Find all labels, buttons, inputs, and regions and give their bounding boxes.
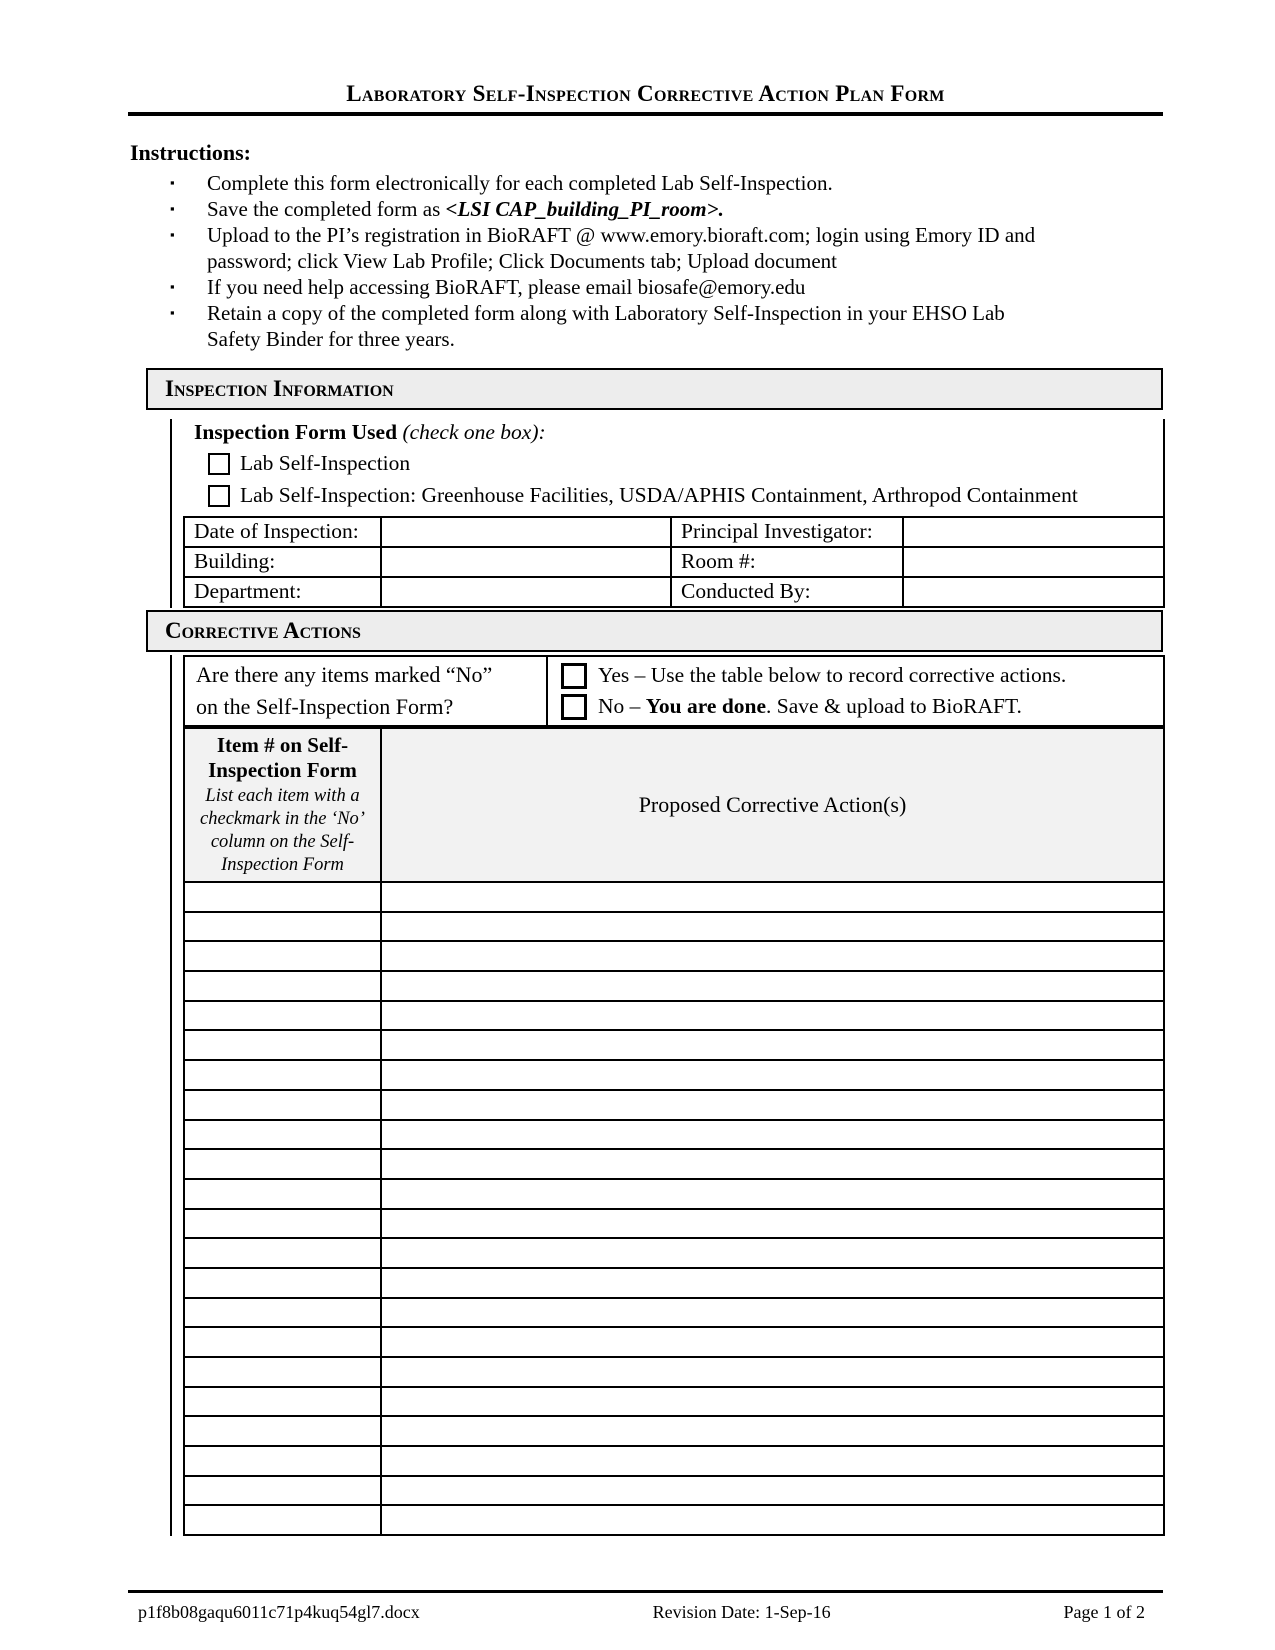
field-value-department[interactable]	[381, 577, 671, 607]
field-label-pi: Principal Investigator:	[671, 517, 903, 547]
corrective-empty-row	[184, 1120, 1164, 1150]
proposed-action-cell[interactable]	[381, 971, 1164, 1001]
corrective-empty-row	[184, 1357, 1164, 1387]
proposed-action-cell[interactable]	[381, 1149, 1164, 1179]
instruction-text: Complete this form electronically for each completed Lab Self-Inspection.	[207, 171, 833, 195]
footer-filename: p1f8b08gaqu6011c71p4kuq54gl7.docx	[138, 1602, 420, 1622]
corrective-actions-body	[170, 655, 1165, 1536]
form-used-note: (check one box):	[402, 420, 546, 444]
item-number-cell[interactable]	[184, 1238, 381, 1268]
proposed-action-cell[interactable]	[381, 1505, 1164, 1535]
proposed-action-cell[interactable]	[381, 1268, 1164, 1298]
instructions-section	[130, 140, 1275, 352]
form-used-label: Inspection Form Used	[194, 420, 398, 444]
instruction-text: If you need help accessing BioRAFT, please email biosafe@emory.edu	[207, 275, 806, 299]
option-no-suffix: . Save & upload to BioRAFT.	[766, 694, 1022, 718]
option-no-label	[598, 694, 1022, 719]
inspection-fields-table	[183, 516, 1165, 608]
corrective-empty-row	[184, 1268, 1164, 1298]
section-bar-inspection-information: Inspection Information	[146, 368, 1163, 410]
yes-no-options-cell	[547, 656, 1164, 726]
proposed-action-cell[interactable]	[381, 1209, 1164, 1239]
field-value-conducted-by[interactable]	[903, 577, 1164, 607]
proposed-action-cell[interactable]	[381, 1416, 1164, 1446]
checkbox-greenhouse-containment[interactable]	[208, 485, 230, 507]
item-number-cell[interactable]	[184, 1268, 381, 1298]
proposed-action-cell[interactable]	[381, 1298, 1164, 1328]
proposed-action-cell[interactable]	[381, 1060, 1164, 1090]
option-no-prefix: No –	[598, 694, 646, 718]
corrective-empty-row	[184, 912, 1164, 942]
proposed-action-cell[interactable]	[381, 1030, 1164, 1060]
proposed-action-cell[interactable]	[381, 882, 1164, 912]
corrective-empty-row	[184, 1238, 1164, 1268]
square-bullet-icon: ▪	[170, 175, 175, 190]
proposed-action-cell[interactable]	[381, 1476, 1164, 1506]
option-yes	[561, 660, 1163, 691]
proposed-action-cell[interactable]	[381, 1090, 1164, 1120]
option-no	[561, 691, 1163, 722]
square-bullet-icon: ▪	[170, 227, 175, 242]
table-row	[184, 656, 1164, 726]
corrective-table-body	[184, 882, 1164, 1535]
table-row	[184, 517, 1164, 547]
footer	[0, 1590, 1275, 1623]
option-greenhouse-containment	[208, 482, 1163, 509]
proposed-action-cell[interactable]	[381, 912, 1164, 942]
item-number-column-header	[184, 728, 381, 882]
instruction-text	[207, 196, 724, 222]
corrective-empty-row	[184, 1416, 1164, 1446]
item-number-cell[interactable]	[184, 1179, 381, 1209]
instruction-text: Upload to the PI’s registration in BioRAFT @ www.emory.bioraft.com; login using Emory ID and password; click View Lab Profile; Click Documents tab; Upload document	[207, 223, 1036, 273]
item-number-cell[interactable]	[184, 1446, 381, 1476]
item-number-cell[interactable]	[184, 1327, 381, 1357]
corrective-empty-row	[184, 1446, 1164, 1476]
corrective-empty-row	[184, 971, 1164, 1001]
question-line-1: Are there any items marked “No”	[196, 662, 493, 687]
square-bullet-icon: ▪	[170, 201, 175, 216]
corrective-empty-row	[184, 1327, 1164, 1357]
title-block	[128, 0, 1163, 107]
item-number-cell[interactable]	[184, 1357, 381, 1387]
item-number-cell[interactable]	[184, 1030, 381, 1060]
item-number-cell[interactable]	[184, 1476, 381, 1506]
checkbox-label: Lab Self-Inspection	[240, 451, 411, 475]
footer-text-row	[138, 1601, 1145, 1623]
item-number-column-note: List each item with a checkmark in the ‘No’ column on the Self-Inspection Form	[200, 786, 365, 875]
item-number-cell[interactable]	[184, 1505, 381, 1535]
item-number-cell[interactable]	[184, 1060, 381, 1090]
table-header-row	[184, 728, 1164, 882]
instruction-text: Retain a copy of the completed form along with Laboratory Self-Inspection in your EHSO Lab Safety Binder for three years.	[207, 301, 1005, 351]
footer-revision-date: Revision Date: 1-Sep-16	[652, 1602, 831, 1622]
field-label-date: Date of Inspection:	[184, 517, 381, 547]
proposed-action-cell[interactable]	[381, 1327, 1164, 1357]
corrective-empty-row	[184, 1179, 1164, 1209]
field-label-building: Building:	[184, 547, 381, 577]
corrective-question-table	[183, 655, 1165, 727]
instructions-heading: Instructions:	[130, 140, 252, 165]
item-number-cell[interactable]	[184, 1001, 381, 1031]
field-value-building[interactable]	[381, 547, 671, 577]
instructions-list	[130, 170, 1275, 352]
item-number-cell[interactable]	[184, 1298, 381, 1328]
checkbox-no[interactable]	[561, 694, 587, 720]
list-item	[130, 222, 1055, 274]
item-number-cell[interactable]	[184, 882, 381, 912]
list-item	[130, 300, 1055, 352]
square-bullet-icon: ▪	[170, 279, 175, 294]
item-number-cell[interactable]	[184, 1416, 381, 1446]
item-number-cell[interactable]	[184, 971, 381, 1001]
square-bullet-icon: ▪	[170, 305, 175, 320]
proposed-action-cell[interactable]	[381, 1120, 1164, 1150]
checkbox-yes[interactable]	[561, 663, 587, 689]
table-row	[184, 577, 1164, 607]
corrective-empty-row	[184, 882, 1164, 912]
proposed-action-cell[interactable]	[381, 1001, 1164, 1031]
footer-rule	[128, 1590, 1163, 1593]
page-title: Laboratory Self-Inspection Corrective Action Plan Form	[346, 81, 945, 106]
option-yes-label: Yes – Use the table below to record corrective actions.	[598, 663, 1067, 687]
option-no-bold: You are done	[645, 694, 767, 718]
corrective-empty-row	[184, 1060, 1164, 1090]
instruction-text-normal: Save the completed form as	[207, 197, 446, 221]
field-label-department: Department:	[184, 577, 381, 607]
corrective-empty-row	[184, 1209, 1164, 1239]
corrective-empty-row	[184, 1298, 1164, 1328]
item-number-column-title: Item # on Self-Inspection Form	[208, 733, 357, 782]
item-number-cell[interactable]	[184, 1209, 381, 1239]
proposed-action-column-header: Proposed Corrective Action(s)	[381, 728, 1164, 882]
question-line-2: on the Self-Inspection Form?	[196, 694, 454, 719]
proposed-action-cell[interactable]	[381, 1179, 1164, 1209]
corrective-empty-row	[184, 1476, 1164, 1506]
item-number-cell[interactable]	[184, 1090, 381, 1120]
field-value-room[interactable]	[903, 547, 1164, 577]
corrective-empty-row	[184, 1001, 1164, 1031]
item-number-cell[interactable]	[184, 1149, 381, 1179]
corrective-empty-row	[184, 1387, 1164, 1417]
proposed-action-cell[interactable]	[381, 1357, 1164, 1387]
list-item	[130, 170, 1055, 196]
footer-page-number: Page 1 of 2	[1063, 1602, 1145, 1622]
field-value-pi[interactable]	[903, 517, 1164, 547]
proposed-action-cell[interactable]	[381, 1387, 1164, 1417]
corrective-empty-row	[184, 1149, 1164, 1179]
checkbox-lab-self-inspection[interactable]	[208, 453, 230, 475]
item-number-cell[interactable]	[184, 1387, 381, 1417]
proposed-action-cell[interactable]	[381, 1446, 1164, 1476]
question-text	[184, 656, 547, 726]
item-number-cell[interactable]	[184, 912, 381, 942]
proposed-action-cell[interactable]	[381, 1238, 1164, 1268]
proposed-action-cell[interactable]	[381, 941, 1164, 971]
corrective-empty-row	[184, 1505, 1164, 1535]
title-rule	[128, 112, 1163, 116]
inspection-information-body	[170, 419, 1165, 608]
section-bar-corrective-actions: Corrective Actions	[146, 610, 1163, 652]
checkbox-label: Lab Self-Inspection: Greenhouse Facilities, USDA/APHIS Containment, Arthropod Containment	[240, 483, 1078, 507]
corrective-empty-row	[184, 1090, 1164, 1120]
item-number-cell[interactable]	[184, 941, 381, 971]
field-value-date[interactable]	[381, 517, 671, 547]
table-row	[184, 547, 1164, 577]
field-label-room: Room #:	[671, 547, 903, 577]
list-item	[130, 196, 1055, 222]
form-used-line	[194, 419, 1163, 445]
field-label-conducted-by: Conducted By:	[671, 577, 903, 607]
corrective-empty-row	[184, 941, 1164, 971]
item-number-cell[interactable]	[184, 1120, 381, 1150]
option-lab-self-inspection	[208, 450, 1163, 477]
corrective-actions-table	[183, 727, 1165, 1536]
filename-pattern: <LSI CAP_building_PI_room>.	[445, 197, 724, 221]
list-item	[130, 274, 1055, 300]
corrective-empty-row	[184, 1030, 1164, 1060]
